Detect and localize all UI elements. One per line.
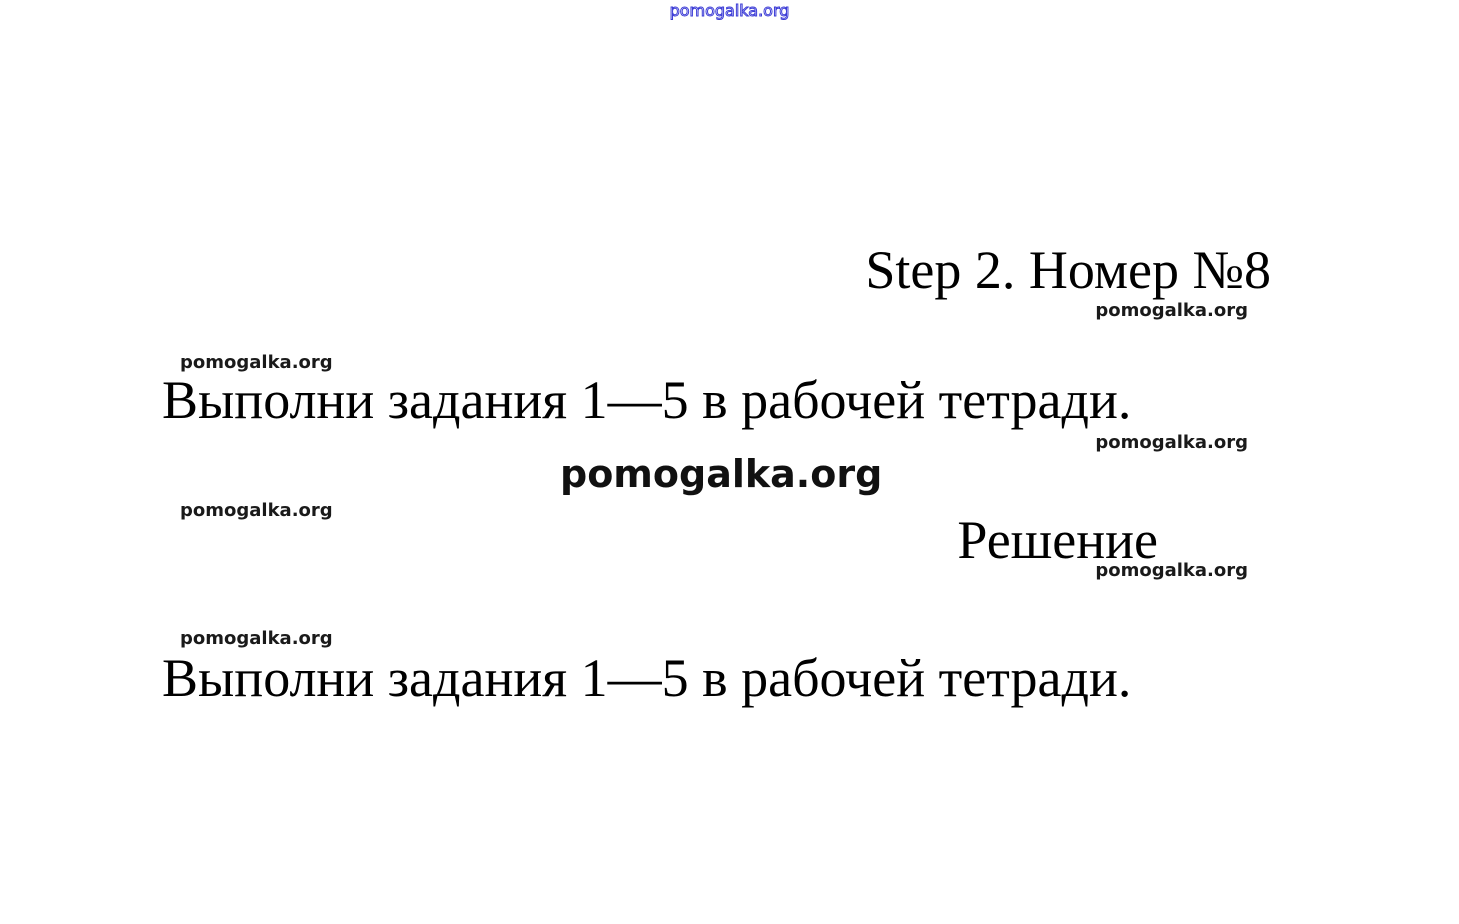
answer-text: Выполни задания 1—5 в рабочей тетради. (162, 648, 1132, 708)
solution-heading: Решение (957, 510, 1158, 570)
header-watermark: pomogalka.org (669, 1, 790, 20)
exercise-title: Step 2. Номер №8 (865, 240, 1271, 300)
watermark-large: pomogalka.org (560, 452, 883, 496)
watermark: pomogalka.org (1095, 300, 1248, 321)
watermark: pomogalka.org (180, 500, 333, 521)
watermark: pomogalka.org (180, 628, 333, 649)
watermark: pomogalka.org (180, 352, 333, 373)
watermark: pomogalka.org (1095, 432, 1248, 453)
watermark: pomogalka.org (1095, 560, 1248, 581)
task-text: Выполни задания 1—5 в рабочей тетради. (162, 370, 1132, 430)
